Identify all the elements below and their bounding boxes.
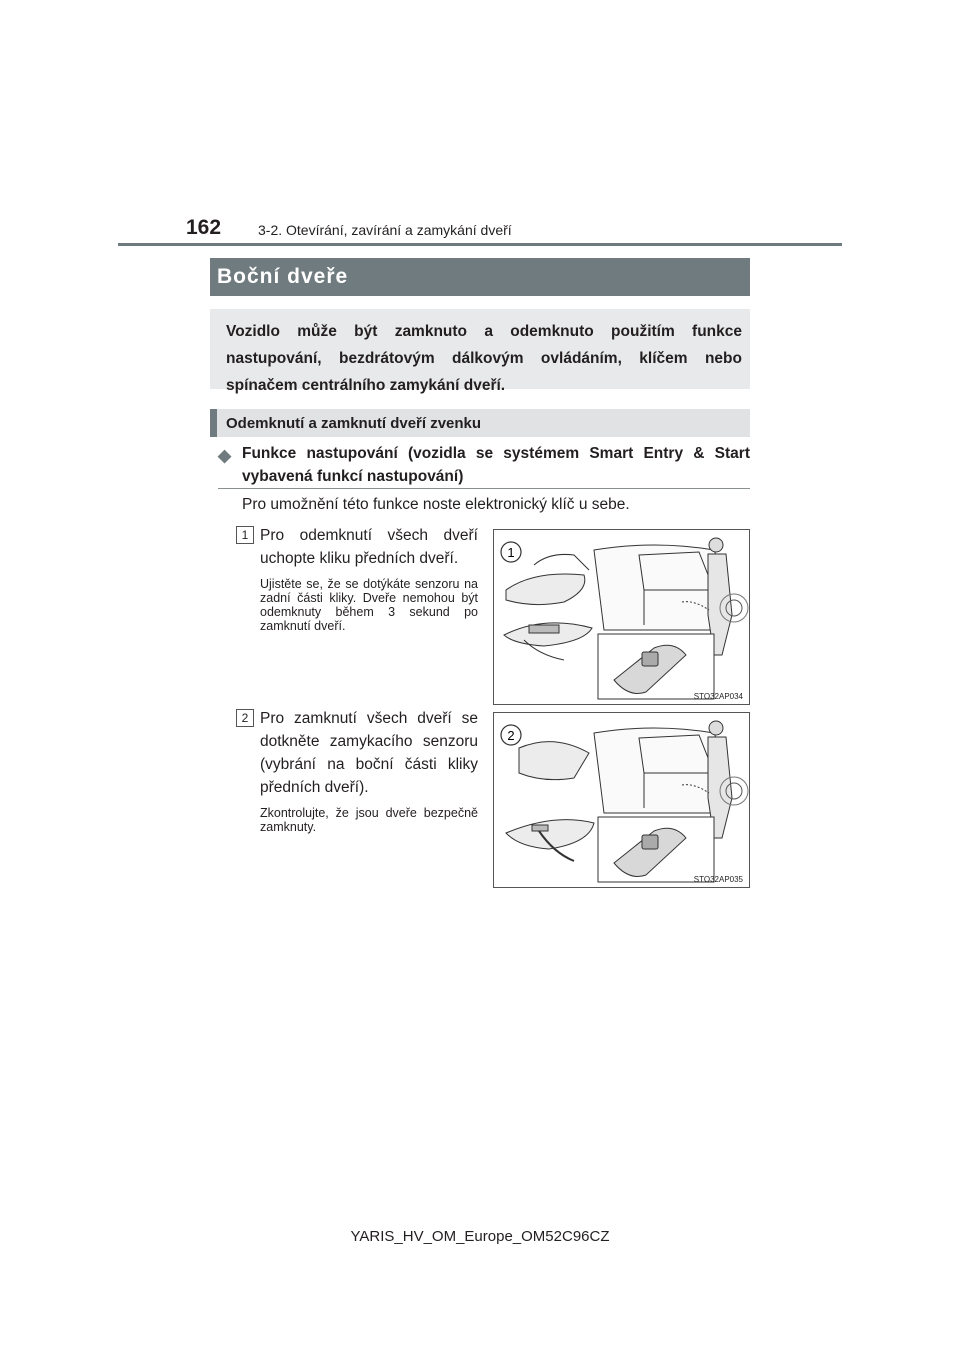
section-label: 3-2. Otevírání, zavírání a zamykání dveří bbox=[258, 222, 512, 238]
image-code-2: STO32AP035 bbox=[693, 875, 743, 884]
subheading: Odemknutí a zamknutí dveří zvenku bbox=[226, 414, 482, 432]
footer-code: YARIS_HV_OM_Europe_OM52C96CZ bbox=[350, 1228, 610, 1245]
step-2-detail: Zkontrolujte, že jsou dveře bezpečně zamknuty. bbox=[260, 806, 478, 834]
diamond-bullet-icon: ◆ bbox=[218, 446, 232, 465]
step-1-detail: Ujistěte se, že se dotýkáte senzoru na zadní části kliky. Dveře nemohou být odemknuty během 3 sekund po zamknutí dveří. bbox=[260, 577, 478, 633]
subheading-accent bbox=[210, 409, 217, 437]
image-code-1: STO32AP034 bbox=[693, 692, 743, 701]
step-1-text: Pro odemknutí všech dveří uchopte kliku předních dveří. bbox=[260, 527, 478, 567]
unlock-drawing bbox=[494, 530, 749, 704]
page-number: 162 bbox=[186, 216, 222, 239]
step-2-text: Pro zamknutí všech dveří se dotkněte zamykacího senzoru (vybrání na boční části kliky předních dveří). bbox=[260, 710, 478, 796]
illustration-lock bbox=[493, 712, 750, 888]
feature-heading-text: Funkce nastupování (vozidla se systémem Smart Entry & Start vybavená funkcí nastupování) bbox=[242, 445, 750, 485]
step-number-2: 2 bbox=[236, 709, 254, 727]
subheading-bar bbox=[210, 409, 750, 437]
intro-box: Vozidlo může být zamknuto a odemknuto použitím funkce nastupování, bezdrátovým dálkovým ovládáním, klíčem nebo spínačem centrálního zamykání dveří. bbox=[210, 309, 750, 389]
illustration-label-1: 1 bbox=[507, 545, 515, 560]
feature-divider bbox=[218, 488, 750, 489]
lock-drawing bbox=[494, 713, 749, 887]
header-divider bbox=[118, 243, 842, 246]
illustration-unlock bbox=[493, 529, 750, 705]
illustration-label-2: 2 bbox=[507, 728, 515, 743]
note: Pro umožnění této funkce noste elektronický klíč u sebe. bbox=[242, 496, 630, 513]
step-number-1: 1 bbox=[236, 526, 254, 544]
page-title: Boční dveře bbox=[217, 265, 349, 288]
title-bar bbox=[210, 258, 750, 296]
feature-heading bbox=[218, 442, 750, 488]
